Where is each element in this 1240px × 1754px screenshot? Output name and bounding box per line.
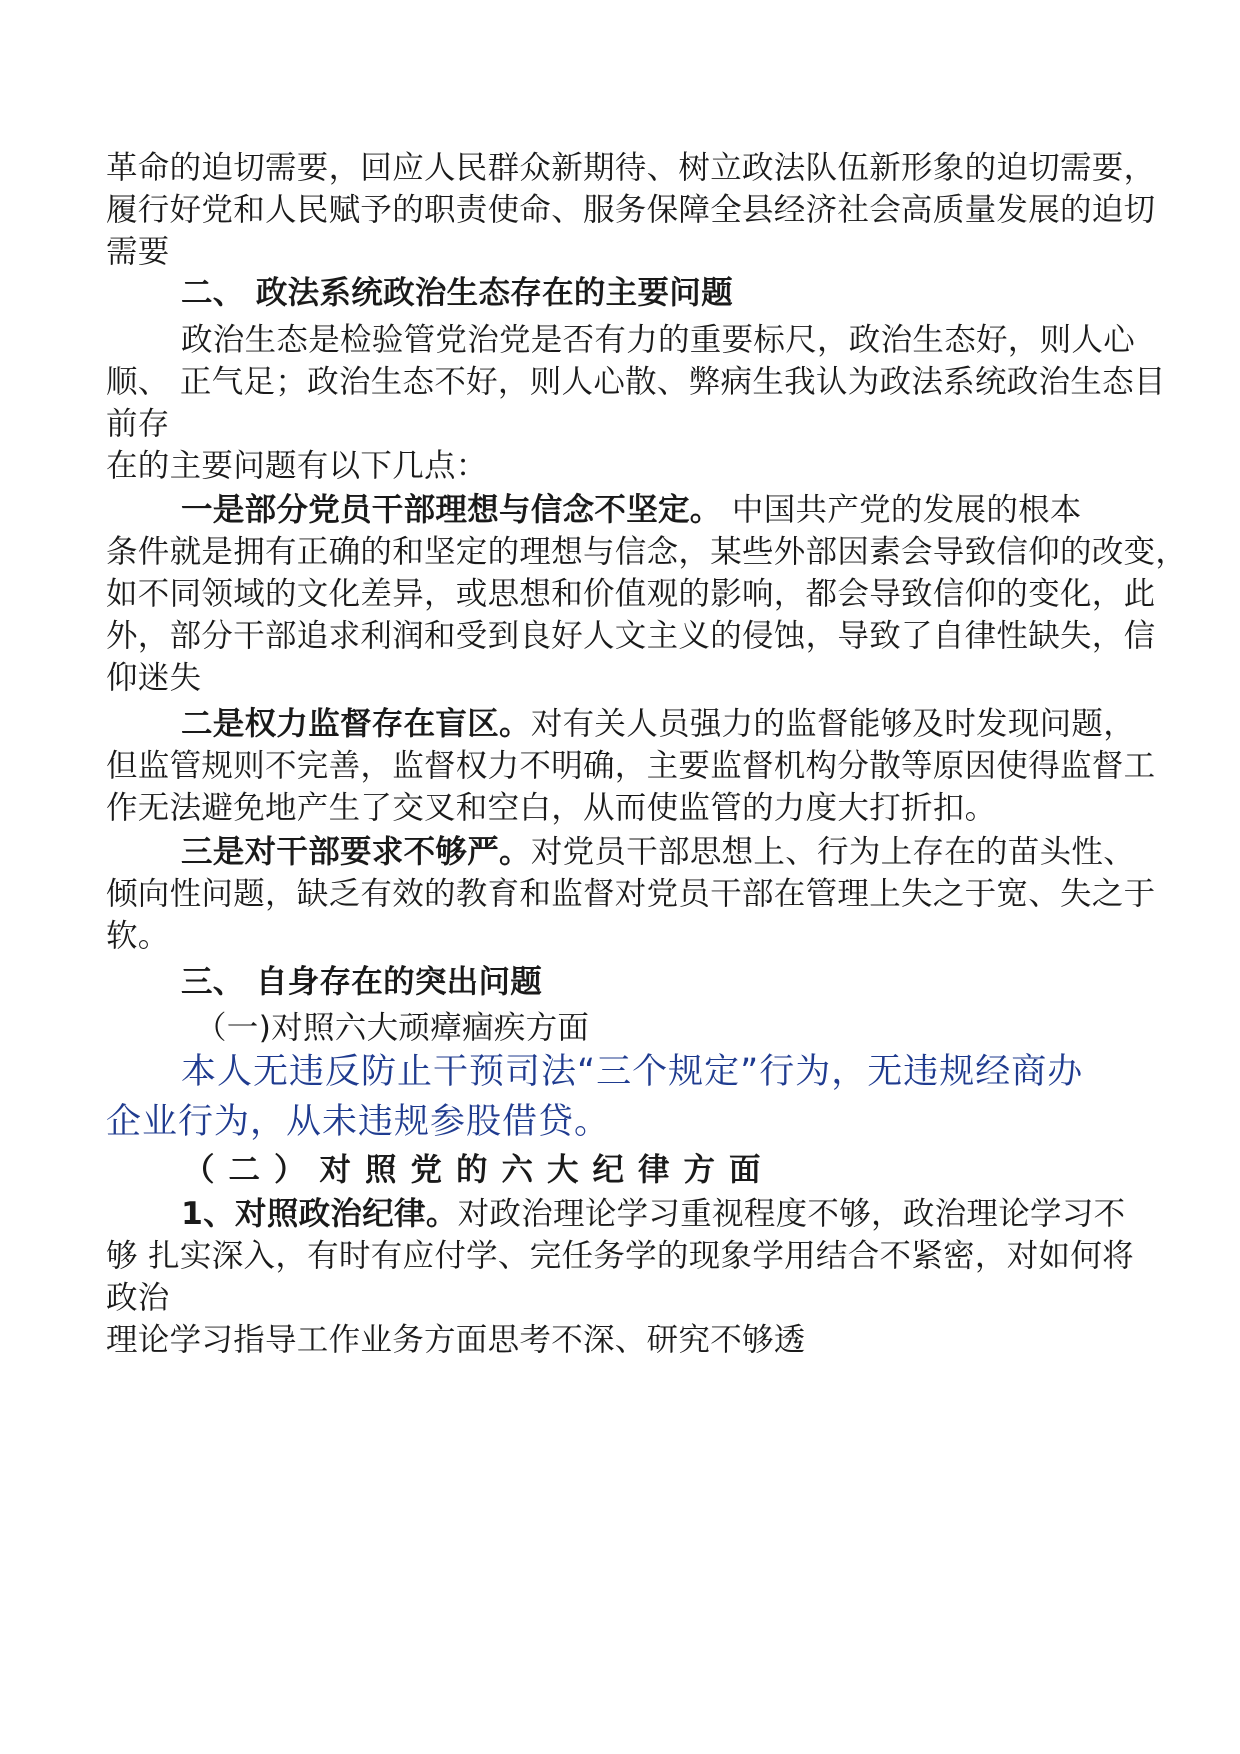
paragraph-line: 履行好党和人民赋予的职责使命、服务保障全县经济社会高质量发展的迫切 [106,192,1156,228]
paragraph-line: 作无法避免地产生了交叉和空白，从而使监管的力度大打折扣。 [106,790,997,826]
paragraph-line: 前存 [106,406,170,442]
paragraph-line: 顺、 正气足；政治生态不好，则人心散、弊病生我认为政法系统政治生态目 [106,364,1166,400]
point-1-text: 中国共产党的发展的根本 [721,492,1082,528]
paragraph-line: 革命的迫切需要，回应人民群众新期待、树立政法队伍新形象的迫切需要， [106,150,1156,186]
paragraph-line: 需要 [106,234,170,270]
paragraph-line [181,1194,1146,1234]
point-3-text: 对党员干部思想上、行为上存在的苗头性、 [530,834,1136,870]
paragraph-line: 够 扎实深入，有时有应付学、完任务学的现象学用结合不紧密，对如何将 [106,1238,1134,1274]
section-heading-2: 二、 政法系统政治生态存在的主要问题 [181,275,733,311]
highlight-line: 企业行为，从未违规参股借贷。 [106,1102,611,1142]
point-2-text: 对有关人员强力的监督能够及时发现问题， [530,706,1136,742]
paragraph-line: 政治生态是检验管党治党是否有力的重要标尺，政治生态好，则人心 [181,322,1136,358]
subheading-2: （二）对照党的六大纪律方面 [183,1152,775,1188]
paragraph-line [181,704,1146,744]
point-3-lead: 三是对干部要求不够严。 [181,834,531,870]
paragraph-line [181,832,1146,872]
point-1-lead: 一是部分党员干部理想与信念不坚定。 [181,492,722,528]
discipline-1-text: 对政治理论学习重视程度不够，政治理论学习不 [457,1196,1126,1232]
section-heading-3: 三、 自身存在的突出问题 [181,964,543,1000]
paragraph-line: 政治 [106,1280,170,1316]
paragraph-line: 但监管规则不完善，监督权力不明确，主要监督机构分散等原因使得监督工 [106,748,1156,784]
paragraph-line: 如不同领域的文化差异，或思想和价值观的影响，都会导致信仰的变化，此 [106,576,1156,612]
paragraph-line [181,490,1146,530]
paragraph-line: 在的主要问题有以下几点： [106,448,488,484]
discipline-1-lead: 1、对照政治纪律。 [181,1196,458,1232]
paragraph-line: 理论学习指导工作业务方面思考不深、研究不够透 [106,1322,806,1358]
paragraph-line: 条件就是拥有正确的和坚定的理想与信念，某些外部因素会导致信仰的改变， [106,534,1188,570]
paragraph-line: 仰迷失 [106,660,202,696]
paragraph-line: 软。 [106,918,170,954]
subheading-1: （一)对照六大顽瘴痼疾方面 [195,1010,590,1046]
paragraph-line: 外，部分干部追求利润和受到良好人文主义的侵蚀，导致了自律性缺失，信 [106,618,1156,654]
paragraph-line: 倾向性问题，缺乏有效的教育和监督对党员干部在管理上失之于宽、失之于 [106,876,1156,912]
highlight-line: 本人无违反防止干预司法“三个规定”行为，无违规经商办 [181,1052,1084,1092]
point-2-lead: 二是权力监督存在盲区。 [181,706,531,742]
